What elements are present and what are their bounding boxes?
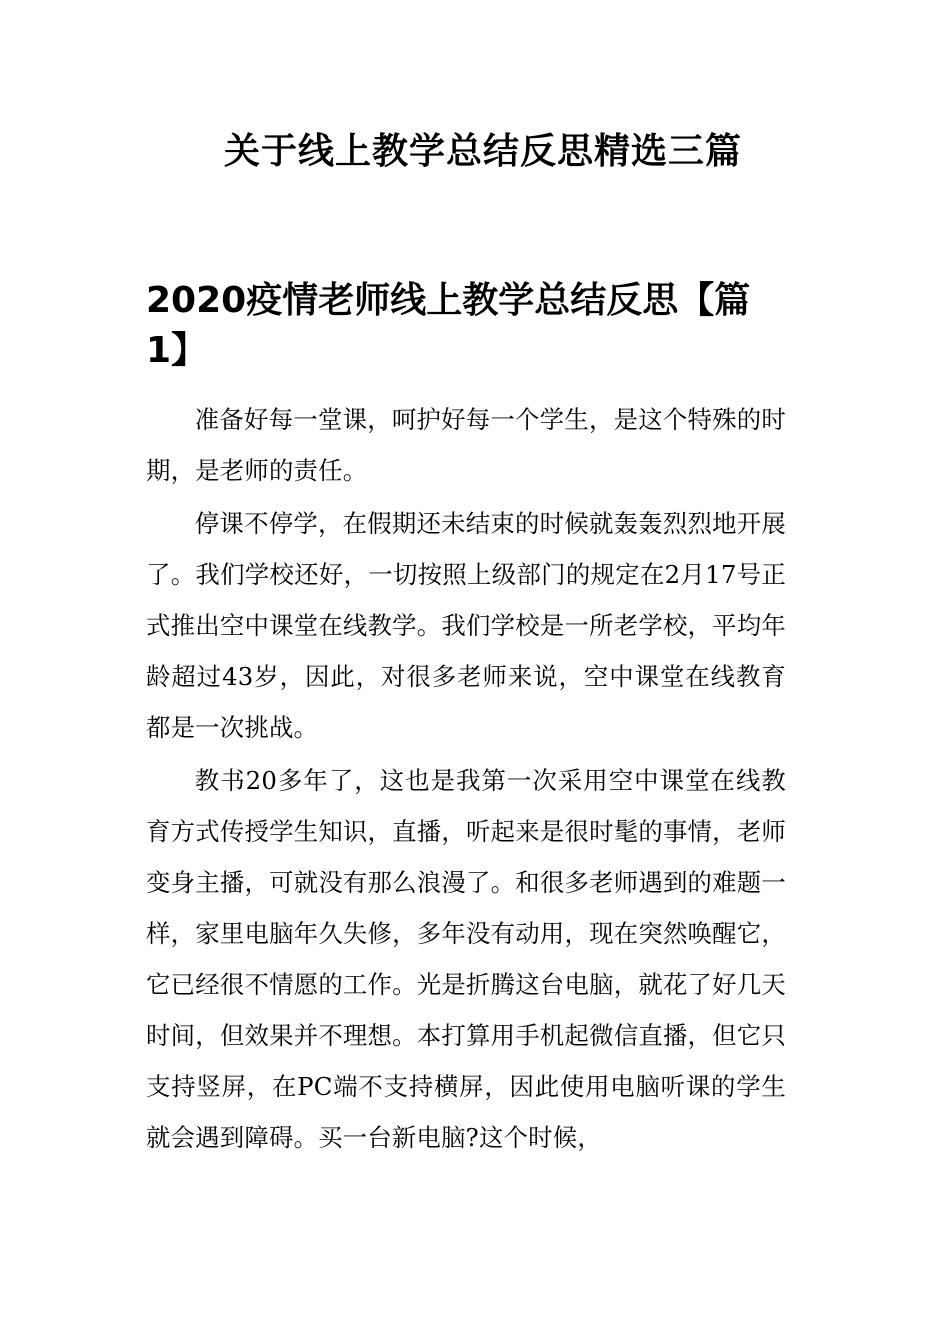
document-title: 关于线上教学总结反思精选三篇 (223, 131, 742, 172)
document-body (146, 394, 786, 1165)
paragraph: 教书20多年了，这也是我第一次采用空中课堂在线教育方式传授学生知识，直播，听起来是很时髦的事情，老师变身主播，可就没有那么浪漫了。和很多老师遇到的难题一样，家里电脑年久失修，多年没有动用，现在突然唤醒它，它已经很不情愿的工作。光是折腾这台电脑，就花了好几天时间，但效果并不理想。本打算用手机起微信直播，但它只支持竖屏，在PC端不支持横屏，因此使用电脑听课的学生就会遇到障碍。买一台新电脑?这个时候， (146, 766, 786, 1152)
paragraph: 停课不停学，在假期还未结束的时候就轰轰烈烈地开展了。我们学校还好，一切按照上级部门的规定在2月17号正式推出空中课堂在线教学。我们学校是一所老学校，平均年龄超过43岁，因此，对很多老师来说，空中课堂在线教育都是一次挑战。 (146, 509, 786, 742)
section-heading: 2020疫情老师线上教学总结反思【篇1】 (146, 280, 751, 371)
paragraph: 准备好每一堂课，呵护好每一个学生，是这个特殊的时期，是老师的责任。 (146, 405, 786, 485)
